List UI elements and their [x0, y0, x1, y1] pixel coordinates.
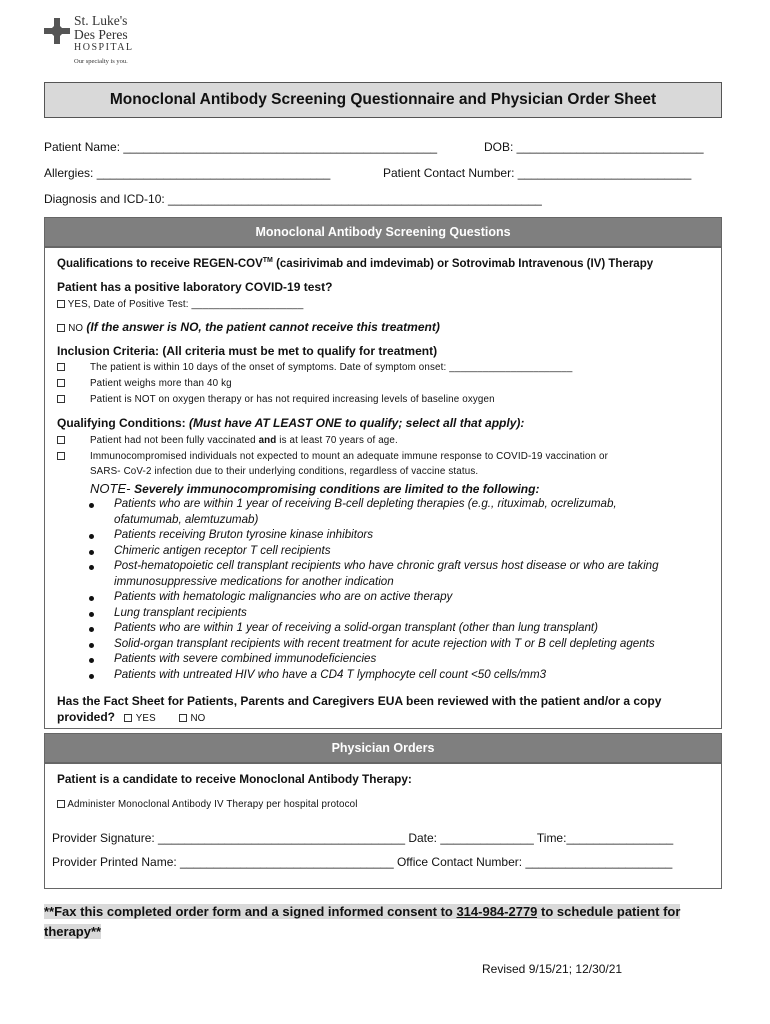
qualifying-conditions-heading: Qualifying Conditions: (Must have AT LEAST ONE to qualify; select all that apply): [57, 416, 525, 430]
diagnosis-field[interactable]: Diagnosis and ICD-10: ________________________________________________________ [44, 192, 542, 206]
fact-sheet-answer: provided? YES NO [57, 710, 206, 724]
provider-signature-line[interactable]: Provider Signature: _____________________________________ Date: ______________ Time:________________ [52, 831, 674, 845]
dob-field[interactable]: DOB: ____________________________ [484, 140, 704, 154]
note-item-6: Lung transplant recipients [114, 606, 247, 619]
provider-printed-name-line[interactable]: Provider Printed Name: ________________________________ Office Contact Number: ______________________ [52, 855, 673, 869]
note-item-7: Patients who are within 1 year of receiving a solid-organ transplant (other than lung transplant) [114, 621, 598, 634]
qualifying-checkbox-1[interactable] [57, 436, 65, 444]
inclusion-item-1[interactable] [57, 362, 573, 373]
bullet-3 [89, 550, 94, 555]
logo-tagline: Our specialty is you. [74, 58, 128, 65]
bullet-7 [89, 627, 94, 632]
administer-option[interactable] [57, 799, 358, 810]
patient-contact-field[interactable]: Patient Contact Number: __________________________ [383, 166, 692, 180]
no-label: NO [68, 323, 84, 334]
bullet-4 [89, 565, 94, 570]
yes-checkbox[interactable] [57, 300, 65, 308]
inclusion-text-1: The patient is within 10 days of the onset of symptoms. Date of symptom onset: ______________________ [90, 362, 573, 373]
administer-checkbox[interactable] [57, 800, 65, 808]
fact-yes-label: YES [135, 713, 156, 724]
fact-no-checkbox[interactable] [179, 714, 187, 722]
qualifying-text-1: Patient had not been fully vaccinated and is at least 70 years of age. [90, 435, 398, 446]
hospital-logo [44, 14, 154, 70]
fact-sheet-question: Has the Fact Sheet for Patients, Parents and Caregivers EUA been reviewed with the patient and/or a copy [57, 694, 662, 708]
yes-label: YES, Date of Positive Test: ____________________ [67, 299, 304, 310]
bullet-2 [89, 534, 94, 539]
bullet-5 [89, 596, 94, 601]
note-heading: NOTE- Severely immunocompromising conditions are limited to the following: [90, 481, 540, 496]
no-warning-note: (If the answer is NO, the patient cannot receive this treatment) [86, 320, 440, 334]
inclusion-item-2[interactable] [57, 378, 232, 389]
bullet-1 [89, 503, 94, 508]
bullet-10 [89, 674, 94, 679]
allergies-field[interactable]: Allergies: ___________________________________ [44, 166, 331, 180]
note-item-9: Patients with severe combined immunodeficiencies [114, 652, 377, 665]
qualifying-text-2b: SARS- CoV-2 infection due to their underlying conditions, regardless of vaccine status. [90, 466, 479, 477]
inclusion-text-3: Patient is NOT on oxygen therapy or has not required increasing levels of baseline oxygen [90, 394, 495, 405]
fact-yes-checkbox[interactable] [124, 714, 132, 722]
fax-instructions: **Fax this completed order form and a signed informed consent to 314-984-2779 to schedule patient for therapy** [44, 904, 681, 939]
bullet-6 [89, 612, 94, 617]
note-item-10: Patients with untreated HIV who have a CD4 T lymphocyte cell count <50 cells/mm3 [114, 668, 547, 681]
revised-date: Revised 9/15/21; 12/30/21 [482, 962, 623, 976]
inclusion-checkbox-2[interactable] [57, 379, 65, 387]
qualifications-heading: Qualifications to receive REGEN-COV™ (casirivimab and imdevimab) or Sotrovimab Intravenous (IV) Therapy [57, 257, 654, 270]
no-option[interactable] [57, 320, 440, 334]
inclusion-text-2: Patient weighs more than 40 kg [90, 378, 232, 389]
page-title: Monoclonal Antibody Screening Questionnaire and Physician Order Sheet [44, 82, 722, 118]
note-item-1b: ofatumumab, alemtuzumab) [114, 513, 259, 526]
candidate-statement: Patient is a candidate to receive Monoclonal Antibody Therapy: [57, 772, 412, 786]
note-item-1: Patients who are within 1 year of receiving B-cell depleting therapies (e.g., rituximab, ocrelizumab, [114, 497, 617, 510]
positive-test-question: Patient has a positive laboratory COVID-19 test? [57, 280, 333, 294]
physician-orders-header: Physician Orders [44, 733, 722, 763]
inclusion-item-3[interactable] [57, 394, 495, 405]
administer-label: Administer Monoclonal Antibody IV Therapy per hospital protocol [67, 799, 358, 810]
note-item-3: Chimeric antigen receptor T cell recipients [114, 544, 331, 557]
note-item-8: Solid-organ transplant recipients with recent treatment for acute rejection with T or B cell depleting agents [114, 637, 655, 650]
inclusion-checkbox-3[interactable] [57, 395, 65, 403]
logo-line2: Des Peres [74, 27, 128, 42]
note-item-4: Post-hematopoietic cell transplant recipients who have chronic graft versus host disease or who are taking [114, 559, 659, 572]
cross-icon [44, 18, 70, 44]
note-item-2: Patients receiving Bruton tyrosine kinase inhibitors [114, 528, 374, 541]
bullet-8 [89, 643, 94, 648]
patient-name-field[interactable]: Patient Name: _______________________________________________ [44, 140, 438, 154]
inclusion-criteria-heading: Inclusion Criteria: (All criteria must be met to qualify for treatment) [57, 344, 438, 358]
qualifying-text-2a: Immunocompromised individuals not expected to mount an adequate immune response to COVID-19 vaccination or [90, 451, 608, 462]
no-checkbox[interactable] [57, 324, 65, 332]
note-item-4b: immunosuppressive medications for another indication [114, 575, 394, 588]
screening-section-header: Monoclonal Antibody Screening Questions [44, 217, 722, 247]
qualifying-item-2[interactable] [57, 451, 608, 462]
logo-line3: HOSPITAL [74, 42, 134, 53]
qualifying-checkbox-2[interactable] [57, 452, 65, 460]
fax-number: 314-984-2779 [456, 904, 538, 919]
logo-line1: St. Luke's [74, 13, 128, 28]
qualifying-item-1[interactable] [57, 435, 398, 446]
note-item-5: Patients with hematologic malignancies who are on active therapy [114, 590, 453, 603]
bullet-9 [89, 658, 94, 663]
inclusion-checkbox-1[interactable] [57, 363, 65, 371]
yes-option[interactable] [57, 299, 304, 310]
fact-no-label: NO [190, 713, 206, 724]
